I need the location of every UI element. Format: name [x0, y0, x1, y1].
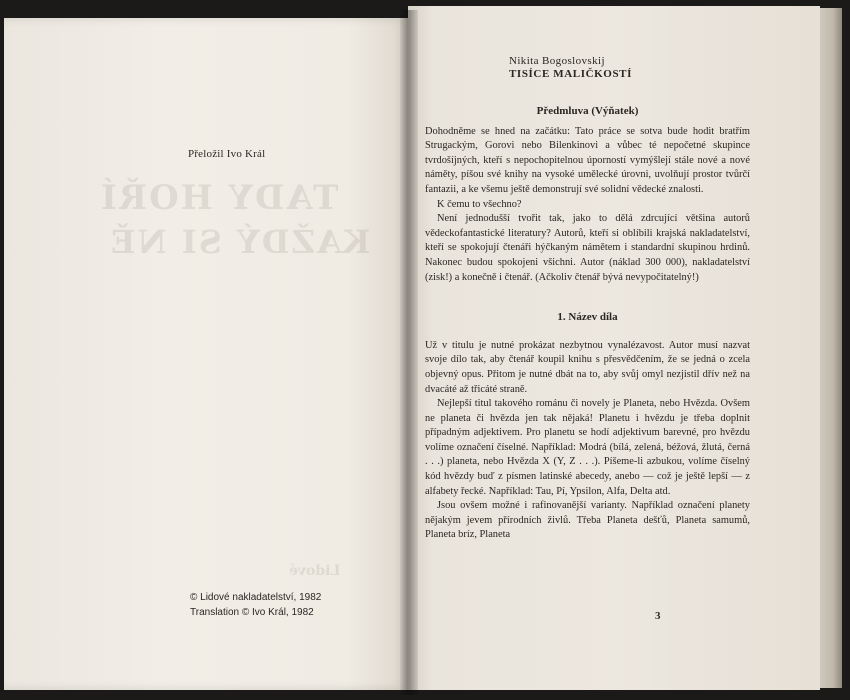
paragraph: Už v titulu je nutné prokázat nezbytnou vynalézavost. Autor musí nazvat svoje dílo tak, aby čtenář koupil knihu s přesvědčením, že se jedná o zcela objevný opus. Přitom je nutné dbát na to, aby svůj omyl nezjistil dřív než na dvacáté až třicáté straně. [425, 339, 750, 395]
show-through-text: KAŽDÝ SI NĚ [109, 223, 371, 261]
show-through-text: TADY HOŘÍ [99, 178, 339, 218]
page-edges [820, 8, 842, 688]
book-gutter [400, 10, 418, 695]
preface-heading: Předmluva (Výňatek) [536, 105, 639, 117]
paragraph: Není jednodušší tvořit tak, jako to dělá zdrcující většina autorů vědeckofantastické literatury? Autorů, kteří si oblíbili krajská nakladatelství, kteří se spokojují čtenáři hýčkaným námětem i standardní skupinou hrdinů. Nakonec budou spokojeni všichni. Autor (náklad 300 000), nakladatelství (zisk!) a konečně i čtenář. (Ačkoliv čtenář bývá nevypočitatelný!) [425, 213, 750, 283]
paragraph: K čemu to všechno? [437, 198, 522, 210]
copyright-notice [190, 590, 321, 620]
copyright-line: Translation © Ivo Král, 1982 [190, 607, 314, 618]
translator-credit: Přeložil Ivo Král [188, 148, 266, 160]
copyright-line: © Lidové nakladatelství, 1982 [190, 592, 322, 603]
right-page-text [425, 55, 750, 543]
book-title: TISÍCE MALIČKOSTÍ [509, 68, 632, 80]
author-name: Nikita Bogoslovskij [509, 55, 605, 67]
page-number: 3 [655, 610, 661, 622]
paragraph: Jsou ovšem možné i rafinovanější varianty. Například označení planety nějakým jevem přírodních živlů. Třeba Planeta dešťů, Planeta samumů, Planeta bríz, Planeta [425, 500, 750, 541]
left-page [4, 18, 408, 690]
chapter-heading: 1. Název díla [557, 311, 618, 324]
paragraph: Dohodněme se hned na začátku: Tato práce se sotva bude hodit bratřím Strugackým, Gorovi nebo Bilenkinovi a vůbec té nepočetné skupince tvrdošíjných, kteří s nepochopitelnou úporností vymýšlejí stále nové a nové náměty, píšou své knihy na vysoké umělecké úrovni, uvolňují prostor tvůrčí fantazii, a ke všemu ještě demonstrují své solidní vědecké znalosti. [425, 125, 750, 195]
paragraph: Nejlepší titul takového románu či novely je Planeta, nebo Hvězda. Ovšem ne planeta či hvězda jen tak nějaká! Planetu i hvězdu je třeba doplnit případným adjektivem. Pro planetu se hodí adjektivum barevné, pro hvězdu volíme označení číselné. Například: Modrá (bílá, zelená, béžová, žlutá, černá . . .) planeta, nebo Hvězda X (Y, Z . . .). Píšeme-li azbukou, volíme číselný kód hvězdy buď z písmen latinské abecedy, anebo — což je ještě lepší — z alfabety řecké. Například: Tau, Pí, Ypsilon, Alfa, Delta atd. [425, 398, 750, 497]
show-through-text: Lidové [289, 563, 341, 579]
